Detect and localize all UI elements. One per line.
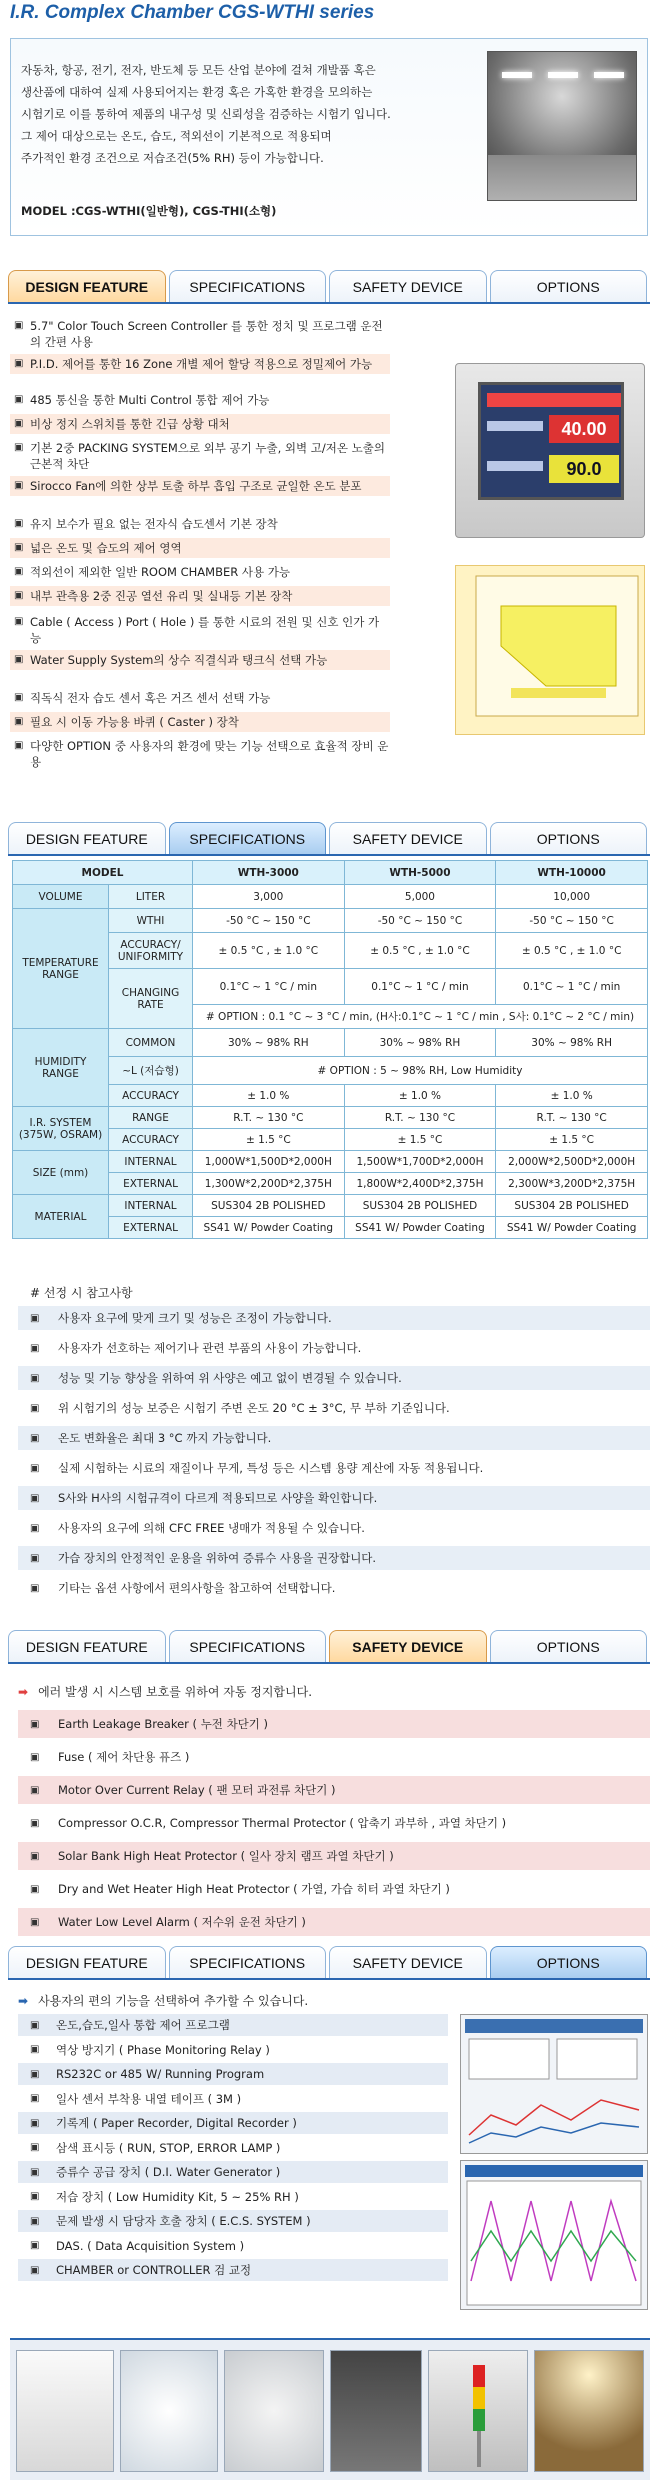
spec-cell: 30% ~ 98% RH xyxy=(193,1029,345,1057)
square-bullet-icon: ▣ xyxy=(30,1916,40,1928)
safety-item xyxy=(18,1908,650,1936)
square-bullet-icon: ▣ xyxy=(30,1492,40,1504)
spec-cell: 0.1°C ~ 1 °C / min xyxy=(496,969,648,1005)
model-line: MODEL :CGS-WTHI(일반형), CGS-THI(소형) xyxy=(21,204,277,218)
note-item xyxy=(18,1306,650,1330)
spec-cell: ± 1.0 % xyxy=(344,1085,496,1107)
note-text: 성능 및 기능 향상을 위하여 위 사양은 예고 없이 변경될 수 있습니다. xyxy=(58,1371,402,1385)
safety-item xyxy=(18,1743,650,1771)
note-item xyxy=(18,1336,650,1360)
note-text: S사와 H사의 시험규격이 다르게 적용되므로 사양을 확인합니다. xyxy=(58,1491,378,1505)
square-bullet-icon: ▣ xyxy=(30,1462,40,1474)
options-title xyxy=(18,1992,308,2009)
spec-cell: ± 1.5 °C xyxy=(344,1129,496,1151)
tab-options[interactable]: OPTIONS xyxy=(490,1630,648,1662)
spec-cell: R.T. ~ 130 °C xyxy=(344,1107,496,1129)
spec-cell: ± 0.5 °C , ± 1.0 °C xyxy=(496,933,648,969)
option-item xyxy=(18,2112,448,2134)
page-title: I.R. Complex Chamber CGS-WTHI series xyxy=(10,2,375,23)
tab-options[interactable]: OPTIONS xyxy=(490,1946,648,1978)
option-item xyxy=(18,2063,448,2085)
spec-cell: 0.1°C ~ 1 °C / min xyxy=(344,969,496,1005)
square-bullet-icon: ▣ xyxy=(30,2240,40,2251)
spec-cell: ± 1.0 % xyxy=(193,1085,345,1107)
spec-cell: ± 1.5 °C xyxy=(193,1129,345,1151)
feature-item xyxy=(10,438,390,474)
software-screen-svg xyxy=(461,2015,647,2153)
relay-image xyxy=(16,2350,114,2472)
tab-bar-options xyxy=(8,1946,650,1980)
safety-title xyxy=(18,1683,312,1700)
note-text: 온도 변화율은 최대 3 °C 까지 가능합니다. xyxy=(58,1431,272,1445)
square-bullet-icon: ▣ xyxy=(30,1372,40,1384)
spec-cell: 10,000 xyxy=(496,885,648,909)
spec-cell: SUS304 2B POLISHED xyxy=(193,1195,345,1217)
feature-item xyxy=(10,414,390,434)
safety-title-text: 에러 발생 시 시스템 보호를 위하여 자동 정지합니다. xyxy=(38,1685,313,1699)
row-sub-label: COMMON xyxy=(109,1029,193,1057)
tab-design-feature[interactable]: DESIGN FEATURE xyxy=(8,822,166,854)
note-item xyxy=(18,1396,650,1420)
tab-specifications[interactable]: SPECIFICATIONS xyxy=(169,1946,327,1978)
red-lamp-shape xyxy=(473,2365,485,2387)
safety-item xyxy=(18,1875,650,1903)
square-bullet-icon: ▣ xyxy=(30,2117,40,2129)
square-bullet-icon: ▣ xyxy=(30,1552,40,1564)
row-sub-label: EXTERNAL xyxy=(109,1173,193,1195)
safety-item xyxy=(18,1809,650,1837)
feature-text: 485 통신을 통한 Multi Control 통합 제어 가능 xyxy=(30,393,270,407)
square-bullet-icon: ▣ xyxy=(14,480,24,491)
monitoring-software-image xyxy=(460,2014,648,2154)
option-item xyxy=(18,2014,448,2036)
lamp-shape xyxy=(594,72,624,78)
note-text: 사용자의 요구에 의해 CFC FREE 냉매가 적용될 수 있습니다. xyxy=(58,1521,365,1535)
floor-shape xyxy=(488,155,636,200)
spec-cell: 1,000W*1,500D*2,000H xyxy=(193,1151,345,1173)
spec-cell: ± 1.0 % xyxy=(496,1085,648,1107)
spec-cell: SUS304 2B POLISHED xyxy=(496,1195,648,1217)
option-text: 삼색 표시등 ( RUN, STOP, ERROR LAMP ) xyxy=(56,2140,281,2155)
safety-item xyxy=(18,1842,650,1870)
square-bullet-icon: ▣ xyxy=(30,1582,40,1594)
spec-header-col: WTH-10000 xyxy=(496,861,648,885)
safety-text: Motor Over Current Relay ( 팬 모터 과전류 차단기 ) xyxy=(58,1783,336,1797)
spec-cell: 2,000W*2,500D*2,000H xyxy=(496,1151,648,1173)
row-group-label: HUMIDITY RANGE xyxy=(13,1029,109,1107)
option-text: 문제 발생 시 담당자 호출 장치 ( E.C.S. SYSTEM ) xyxy=(56,2214,311,2228)
row-group-label: I.R. SYSTEM (375W, OSRAM) xyxy=(13,1107,109,1151)
spec-cell: ± 1.5 °C xyxy=(496,1129,648,1151)
option-text: 역상 방지기 ( Phase Monitoring Relay ) xyxy=(56,2042,270,2057)
blue-arrow-icon: ➡ xyxy=(18,1994,29,2008)
humid-readout: 90.0 xyxy=(549,455,619,483)
signal-tower-image xyxy=(428,2350,528,2472)
intro-line: 생산품에 대하여 실제 사용되어지는 환경 혹은 가혹한 환경을 모의하는 xyxy=(21,85,373,99)
note-text: 사용자가 선호하는 제어기나 관련 부품의 사용이 가능합니다. xyxy=(58,1341,362,1355)
note-text: 위 시험기의 성능 보증은 시험기 주변 온도 20 °C ± 3°C, 무 부하 기준입니다. xyxy=(58,1401,450,1415)
square-bullet-icon: ▣ xyxy=(30,1850,40,1862)
row-sub-label: WTHI xyxy=(109,909,193,933)
note-item xyxy=(18,1516,650,1540)
spec-header-model: MODEL xyxy=(13,861,193,885)
option-text: 증류수 공급 장치 ( D.I. Water Generator ) xyxy=(56,2165,281,2179)
feature-text: 비상 정지 스위치를 통한 긴급 상황 대처 xyxy=(30,417,230,431)
safety-text: Fuse ( 제어 차단용 퓨즈 ) xyxy=(58,1750,190,1764)
option-item xyxy=(18,2088,448,2110)
square-bullet-icon: ▣ xyxy=(30,1402,40,1414)
square-bullet-icon: ▣ xyxy=(30,1817,40,1829)
control-range-graph xyxy=(455,565,645,735)
feature-item xyxy=(10,612,390,648)
option-text: 기록계 ( Paper Recorder, Digital Recorder ) xyxy=(56,2116,297,2130)
square-bullet-icon: ▣ xyxy=(30,2142,40,2153)
chamber-photo xyxy=(487,51,637,201)
spec-cell: 1,500W*1,700D*2,000H xyxy=(344,1151,496,1173)
options-title-text: 사용자의 편의 기능을 선택하여 추가할 수 있습니다. xyxy=(38,1994,309,2008)
square-bullet-icon: ▣ xyxy=(14,654,24,665)
tab-specifications[interactable]: SPECIFICATIONS xyxy=(169,822,327,854)
option-text: 온도,습도,일사 통합 제어 프로그램 xyxy=(56,2018,230,2032)
option-text: DAS. ( Data Acquisition System ) xyxy=(56,2238,245,2253)
tab-safety-device[interactable]: SAFETY DEVICE xyxy=(329,1946,487,1978)
note-item xyxy=(18,1456,650,1480)
spec-cell: SS41 W/ Powder Coating xyxy=(344,1217,496,1239)
feature-item xyxy=(10,538,390,558)
row-sub-label: RANGE xyxy=(109,1107,193,1129)
feature-text: 내부 관측용 2중 진공 열선 유리 및 실내등 기본 장착 xyxy=(30,589,293,603)
option-text: CHAMBER or CONTROLLER 검 교정 xyxy=(56,2263,252,2277)
controller-screen xyxy=(478,382,624,500)
safety-item xyxy=(18,1710,650,1738)
feature-item xyxy=(10,390,390,410)
safety-text: Compressor O.C.R, Compressor Thermal Protector ( 압축기 과부하 , 과열 차단기 ) xyxy=(58,1816,507,1830)
screen-label xyxy=(487,421,543,431)
spec-table xyxy=(12,860,648,1239)
intro-line: 그 제어 대상으로는 온도, 습도, 적외선이 기본적으로 적용되며 xyxy=(21,129,332,143)
screen-header xyxy=(487,393,621,407)
square-bullet-icon: ▣ xyxy=(30,1784,40,1796)
lamp-shape xyxy=(548,72,578,78)
spec-cell: 0.1°C ~ 1 °C / min xyxy=(193,969,345,1005)
square-bullet-icon: ▣ xyxy=(14,542,24,553)
option-item xyxy=(18,2137,448,2159)
row-sub-label: INTERNAL xyxy=(109,1151,193,1173)
tab-design-feature[interactable]: DESIGN FEATURE xyxy=(8,1946,166,1978)
notes-title: # 선정 시 참고사항 xyxy=(30,1286,133,1300)
tab-design-feature[interactable]: DESIGN FEATURE xyxy=(8,1630,166,1662)
row-sub-label: ACCURACY xyxy=(109,1085,193,1107)
square-bullet-icon: ▣ xyxy=(14,566,24,577)
square-bullet-icon: ▣ xyxy=(30,1751,40,1763)
tab-safety-device[interactable]: SAFETY DEVICE xyxy=(329,822,487,854)
feature-text: 적외선이 제외한 일반 ROOM CHAMBER 사용 가능 xyxy=(30,565,290,579)
spec-cell: ± 0.5 °C , ± 1.0 °C xyxy=(344,933,496,969)
square-bullet-icon: ▣ xyxy=(30,2068,40,2080)
square-bullet-icon: ▣ xyxy=(14,320,24,331)
safety-text: Earth Leakage Breaker ( 누전 차단기 ) xyxy=(58,1717,269,1731)
feature-text: P.I.D. 제어를 통한 16 Zone 개별 제어 할당 적용으로 정밀제어 가능 xyxy=(30,357,373,371)
note-text: 기타는 옵션 사항에서 편의사항을 참고하여 선택합니다. xyxy=(58,1581,336,1595)
note-item xyxy=(18,1486,650,1510)
feature-item xyxy=(10,562,390,582)
feature-text: 기본 2중 PACKING SYSTEM으로 외부 공기 누출, 외벽 고/저온 노출의 근본적 차단 xyxy=(30,441,385,471)
tab-safety-device[interactable]: SAFETY DEVICE xyxy=(329,1630,487,1662)
spec-cell: 3,000 xyxy=(193,885,345,909)
chamber-interior-image xyxy=(534,2350,644,2472)
square-bullet-icon: ▣ xyxy=(30,1522,40,1534)
feature-text: 5.7" Color Touch Screen Controller 를 통한 정치 및 프로그램 운전의 간편 사용 xyxy=(30,319,383,349)
option-item xyxy=(18,2039,448,2061)
feature-text: 직독식 전자 습도 센서 혹은 거즈 센서 선택 가능 xyxy=(30,691,271,705)
spec-cell: R.T. ~ 130 °C xyxy=(496,1107,648,1129)
feature-item xyxy=(10,514,390,534)
feature-item xyxy=(10,736,390,772)
tab-design-feature[interactable]: DESIGN FEATURE xyxy=(8,270,166,302)
option-item xyxy=(18,2259,448,2281)
feature-text: Sirocco Fan에 의한 상부 토출 하부 흡입 구조로 균일한 온도 분포 xyxy=(30,479,362,493)
red-arrow-icon: ➡ xyxy=(18,1685,29,1699)
note-item xyxy=(18,1546,650,1570)
square-bullet-icon: ▣ xyxy=(30,1718,40,1730)
intro-line: 시험기로 이를 통하여 제품의 내구성 및 신뢰성을 검증하는 시험기 입니다. xyxy=(21,107,391,121)
option-item xyxy=(18,2186,448,2208)
square-bullet-icon: ▣ xyxy=(14,716,24,727)
spec-header-col: WTH-5000 xyxy=(344,861,496,885)
square-bullet-icon: ▣ xyxy=(30,2215,40,2227)
square-bullet-icon: ▣ xyxy=(30,1342,40,1354)
feature-item xyxy=(10,650,390,670)
square-bullet-icon: ▣ xyxy=(14,692,24,703)
feature-item xyxy=(10,688,390,708)
row-sub-label: LITER xyxy=(109,885,193,909)
recorder-graph-image xyxy=(460,2160,648,2310)
row-group-label: TEMPERATURE RANGE xyxy=(13,909,109,1029)
recorder-device-image xyxy=(330,2350,422,2472)
spec-cell: 5,000 xyxy=(344,885,496,909)
row-sub-label: CHANGING RATE xyxy=(109,969,193,1029)
feature-text: Cable ( Access ) Port ( Hole ) 를 통한 시료의 전원 및 신호 인가 가능 xyxy=(30,615,380,645)
safety-text: Water Low Level Alarm ( 저수위 운전 차단기 ) xyxy=(58,1915,306,1929)
pole-shape xyxy=(477,2431,481,2467)
tab-specifications[interactable]: SPECIFICATIONS xyxy=(169,1630,327,1662)
screen-label xyxy=(487,461,543,471)
note-text: 실제 시험하는 시료의 재질이나 무게, 특성 등은 시스템 용량 계산에 자동 적용됩니다. xyxy=(58,1461,484,1475)
lamp-shape xyxy=(502,72,532,78)
safety-text: Dry and Wet Heater High Heat Protector ( 가열, 가습 히터 과열 차단기 ) xyxy=(58,1882,450,1896)
option-item xyxy=(18,2210,448,2232)
safety-item xyxy=(18,1776,650,1804)
spec-option-cell: # OPTION : 0.1 °C ~ 3 °C / min, (H사:0.1°C ~ 1 °C / min , S사: 0.1°C ~ 2 °C / min) xyxy=(193,1005,648,1029)
feature-item xyxy=(10,712,390,732)
square-bullet-icon: ▣ xyxy=(30,2166,40,2178)
recorder-svg xyxy=(461,2161,647,2309)
row-sub-label: ACCURACY/ UNIFORMITY xyxy=(109,933,193,969)
note-item xyxy=(18,1426,650,1450)
square-bullet-icon: ▣ xyxy=(14,616,24,627)
square-bullet-icon: ▣ xyxy=(14,740,24,751)
spec-header-col: WTH-3000 xyxy=(193,861,345,885)
option-text: 저습 장치 ( Low Humidity Kit, 5 ~ 25% RH ) xyxy=(56,2189,299,2204)
yellow-lamp-shape xyxy=(473,2387,485,2409)
feature-item xyxy=(10,354,390,374)
safety-text: Solar Bank High Heat Protector ( 일사 장치 램프 과열 차단기 ) xyxy=(58,1849,394,1863)
spec-cell: 30% ~ 98% RH xyxy=(496,1029,648,1057)
square-bullet-icon: ▣ xyxy=(14,442,24,453)
spec-cell: SS41 W/ Powder Coating xyxy=(496,1217,648,1239)
square-bullet-icon: ▣ xyxy=(30,1883,40,1895)
spec-cell: -50 °C ~ 150 °C xyxy=(193,909,345,933)
option-item xyxy=(18,2161,448,2183)
spec-cell: 2,300W*3,200D*2,375H xyxy=(496,1173,648,1195)
row-group-label: VOLUME xyxy=(13,885,109,909)
tab-bar-spec xyxy=(8,822,650,856)
square-bullet-icon: ▣ xyxy=(14,590,24,601)
feature-item xyxy=(10,316,390,352)
row-group-label: SIZE (mm) xyxy=(13,1151,109,1195)
tape-image xyxy=(120,2350,218,2472)
spec-cell: 1,300W*2,200D*2,375H xyxy=(193,1173,345,1195)
spec-cell: -50 °C ~ 150 °C xyxy=(344,909,496,933)
feature-text: 유지 보수가 필요 없는 전자식 습도센서 기본 장착 xyxy=(30,517,278,531)
square-bullet-icon: ▣ xyxy=(30,2093,40,2104)
row-sub-label: EXTERNAL xyxy=(109,1217,193,1239)
feature-item xyxy=(10,476,390,496)
temp-readout: 40.00 xyxy=(549,415,619,443)
square-bullet-icon: ▣ xyxy=(30,1312,40,1324)
square-bullet-icon: ▣ xyxy=(30,1432,40,1444)
feature-text: 다양한 OPTION 중 사용자의 환경에 맞는 기능 선택으로 효율적 장비 운용 xyxy=(30,739,389,769)
tab-bar-safety xyxy=(8,1630,650,1664)
feature-text: 필요 시 이동 가능용 바퀴 ( Caster ) 장착 xyxy=(30,715,239,729)
tab-bar-design xyxy=(8,270,650,304)
intro-panel xyxy=(10,38,648,236)
note-item xyxy=(18,1576,650,1600)
green-lamp-shape xyxy=(473,2409,485,2431)
spec-cell: 30% ~ 98% RH xyxy=(344,1029,496,1057)
spec-cell: SS41 W/ Powder Coating xyxy=(193,1217,345,1239)
intro-text xyxy=(21,59,481,169)
square-bullet-icon: ▣ xyxy=(14,418,24,429)
tab-options[interactable]: OPTIONS xyxy=(490,822,648,854)
option-product-strip xyxy=(10,2338,650,2480)
row-sub-label: ACCURACY xyxy=(109,1129,193,1151)
square-bullet-icon: ▣ xyxy=(30,2191,40,2202)
tab-options[interactable]: OPTIONS xyxy=(490,270,648,302)
option-item xyxy=(18,2235,448,2257)
spec-cell: R.T. ~ 130 °C xyxy=(193,1107,345,1129)
controller-image xyxy=(455,363,645,538)
tab-safety-device[interactable]: SAFETY DEVICE xyxy=(329,270,487,302)
graph-svg xyxy=(456,566,646,736)
row-group-label: MATERIAL xyxy=(13,1195,109,1239)
feature-text: 넓은 온도 및 습도의 제어 영역 xyxy=(30,541,182,555)
sensor-cable-image xyxy=(224,2350,324,2472)
option-text: 일사 센서 부착용 내열 테이프 ( 3M ) xyxy=(56,2091,242,2106)
square-bullet-icon: ▣ xyxy=(30,2019,40,2031)
spec-option-cell: # OPTION : 5 ~ 98% RH, Low Humidity xyxy=(193,1057,648,1085)
tab-specifications[interactable]: SPECIFICATIONS xyxy=(169,270,327,302)
square-bullet-icon: ▣ xyxy=(14,358,24,369)
feature-item xyxy=(10,586,390,606)
intro-line: 자동차, 항공, 전기, 전자, 반도체 등 모든 산업 분야에 걸쳐 개발품 혹은 xyxy=(21,63,376,77)
note-item xyxy=(18,1366,650,1390)
square-bullet-icon: ▣ xyxy=(30,2044,40,2055)
spec-cell: 1,800W*2,400D*2,375H xyxy=(344,1173,496,1195)
spec-cell: ± 0.5 °C , ± 1.0 °C xyxy=(193,933,345,969)
square-bullet-icon: ▣ xyxy=(14,518,24,529)
spec-cell: SUS304 2B POLISHED xyxy=(344,1195,496,1217)
row-sub-label: INTERNAL xyxy=(109,1195,193,1217)
row-sub-label: ~L (저습형) xyxy=(109,1057,193,1085)
square-bullet-icon: ▣ xyxy=(14,394,24,405)
feature-text: Water Supply System의 상수 직결식과 탱크식 선택 가능 xyxy=(30,653,328,667)
spec-cell: -50 °C ~ 150 °C xyxy=(496,909,648,933)
note-text: 사용자 요구에 맞게 크기 및 성능은 조정이 가능합니다. xyxy=(58,1311,332,1325)
option-text: RS232C or 485 W/ Running Program xyxy=(56,2067,265,2081)
note-text: 가습 장치의 안정적인 운용을 위하여 증류수 사용을 권장합니다. xyxy=(58,1551,377,1565)
square-bullet-icon: ▣ xyxy=(30,2264,40,2276)
intro-line: 주가적인 환경 조건으로 저습조건(5% RH) 등이 가능합니다. xyxy=(21,151,324,165)
